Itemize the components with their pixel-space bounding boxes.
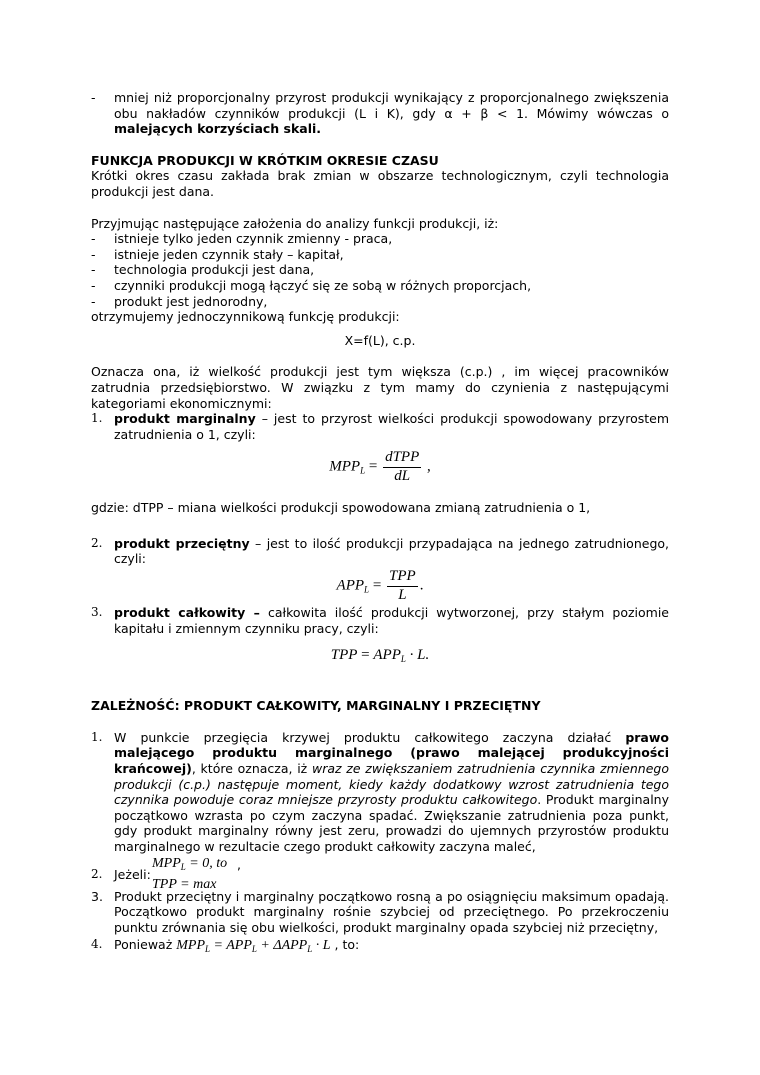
- document-page: [91, 90, 669, 958]
- dtpp-note: gdzie: dTPP – miana wielkości produkcji spowodowana zmianą zatrudnienia o 1,: [91, 500, 591, 516]
- list-number: 2.: [91, 866, 103, 881]
- assumption-item: - czynniki produkcji mogą łączyć się ze sobą w różnych proporcjach,: [91, 277, 532, 293]
- list-number: 1.: [91, 411, 103, 426]
- relationship-item-2: 2. Jeżeli: $MPP_L = 0$, to TPP = max ,: [91, 855, 241, 892]
- bold-term: produkt całkowity –: [114, 605, 260, 621]
- law-definition: wraz ze zwiększaniem zatrudnienia czynnika zmiennego produkcji (c.p.) następuje moment, kiedy każdy dodatkowy wzrost zatrudnienia tego czynnika powoduje coraz mniejsze przyrosty produktu całkowitego: [114, 761, 669, 808]
- category-average-product: 2. produkt przeciętny – jest to ilość produkcji przypadająca na jednego zatrudnionego, czyli:: [91, 535, 669, 567]
- assumptions-intro: Przyjmując następujące założenia do analizy funkcji produkcji, iż:: [91, 215, 499, 231]
- section-heading-relationship: ZALEŻNOŚĆ: PRODUKT CAŁKOWITY, MARGINALNY I PRZECIĘTNY: [91, 698, 541, 714]
- bold-term: produkt marginalny: [114, 411, 256, 427]
- formula-mpp: $MPP_L$ = $\frac{\text{dTPP}}{dL}$ ,: [329, 449, 431, 484]
- formula-tpp: TPP = $APP_L \cdot L$.: [330, 647, 430, 665]
- category-total-product: 3. produkt całkowity – całkowita ilość produkcji wytworzonej, przy stałym poziomie kapitału i zmiennym czynniku pracy, czyli:: [91, 605, 669, 636]
- law-name: prawo malejącego produktu marginalnego (prawo malejącej produkcyjności krańcowej): [114, 729, 669, 777]
- list-number: 1.: [91, 729, 103, 744]
- bold-term: malejących korzyściach skali.: [114, 121, 322, 137]
- list-number: 4.: [91, 937, 103, 952]
- assumption-item: - istnieje jeden czynnik stały – kapitał,: [91, 246, 344, 262]
- list-number: 3.: [91, 888, 103, 904]
- paragraph-text: mniej niż proporcjonalny przyrost produkcji wynikający z proporcjonalnego zwiększenia obu nakładów czynników produkcji (L i K), gdy α + β < 1. Mówimy wówczas o: [114, 90, 669, 121]
- short-run-intro: Krótki okres czasu zakłada brak zmian w obszarze technologicznym, czyli technologia produkcji jest dana.: [91, 168, 669, 199]
- list-item-decreasing-returns: [91, 90, 669, 137]
- function-meaning: Oznacza ona, iż wielkość produkcji jest tym większa (c.p.) , im więcej pracowników zatrudnia przedsiębiorstwo. W związku z tym mamy do czynienia z następującymi kategoriami ekonomicznymi:: [91, 364, 669, 411]
- relationship-item-1: 1. W punkcie przegięcia krzywej produktu całkowitego zaczyna działać prawo malejącego produktu marginalnego (prawo malejącej produkcyjności krańcowej), które oznacza, iż wraz ze zwiększaniem zatrudnienia czynnika zmiennego produkcji (c.p.) następuje moment, kiedy każdy dodatkowy wzrost zatrudnienia tego czynnika powoduje coraz mniejsze przyrosty produktu całkowitego. Produkt marginalny początkowo wzrasta po czym zaczyna spadać. Zwiększanie zatrudnienia poza punkt, gdy produkt marginalny równy jest zeru, prowadzi do ujemnych przyrostów produktu marginalnego w rezultacie czego produkt całkowity zaczyna maleć,: [91, 729, 669, 854]
- category-marginal-product: 1. produkt marginalny – jest to przyrost wielkości produkcji spowodowany przyrostem zatrudnienia o 1, czyli:: [91, 411, 669, 442]
- assumption-item: - istnieje tylko jeden czynnik zmienny - praca,: [91, 231, 393, 247]
- list-marker: -: [91, 90, 96, 105]
- relationship-item-4: 4. Ponieważ $MPP_L = APP_L + \Delta APP_L \cdot L$ , to:: [91, 937, 360, 955]
- assumption-item: - produkt jest jednorodny,: [91, 293, 268, 309]
- production-function-intro: otrzymujemy jednoczynnikową funkcję produkcji:: [91, 309, 400, 325]
- relationship-item-3: 3. Produkt przeciętny i marginalny początkowo rosną a po osiągnięciu maksimum opadają. Początkowo produkt marginalny rośnie szybciej od przeciętnego. Po przekroczeniu punktu zrównania się obu wielkości, produkt marginalny opada szybciej niż przeciętny,: [91, 888, 669, 935]
- list-number: 3.: [91, 605, 103, 620]
- condition-formula: $MPP_L = 0$, to TPP = max: [152, 855, 228, 892]
- formula-mpp-app: $MPP_L = APP_L + \Delta APP_L \cdot L$: [176, 938, 331, 955]
- list-number: 2.: [91, 535, 103, 550]
- section-heading-short-run: FUNKCJA PRODUKCJI W KRÓTKIM OKRESIE CZASU: [91, 152, 439, 168]
- assumption-item: - technologia produkcji jest dana,: [91, 262, 315, 278]
- formula-app: $APP_L$ = $\frac{\text{TPP}}{L}$ .: [336, 568, 424, 603]
- bold-term: produkt przeciętny: [114, 535, 250, 551]
- production-function: X=f(L), c.p.: [344, 332, 416, 348]
